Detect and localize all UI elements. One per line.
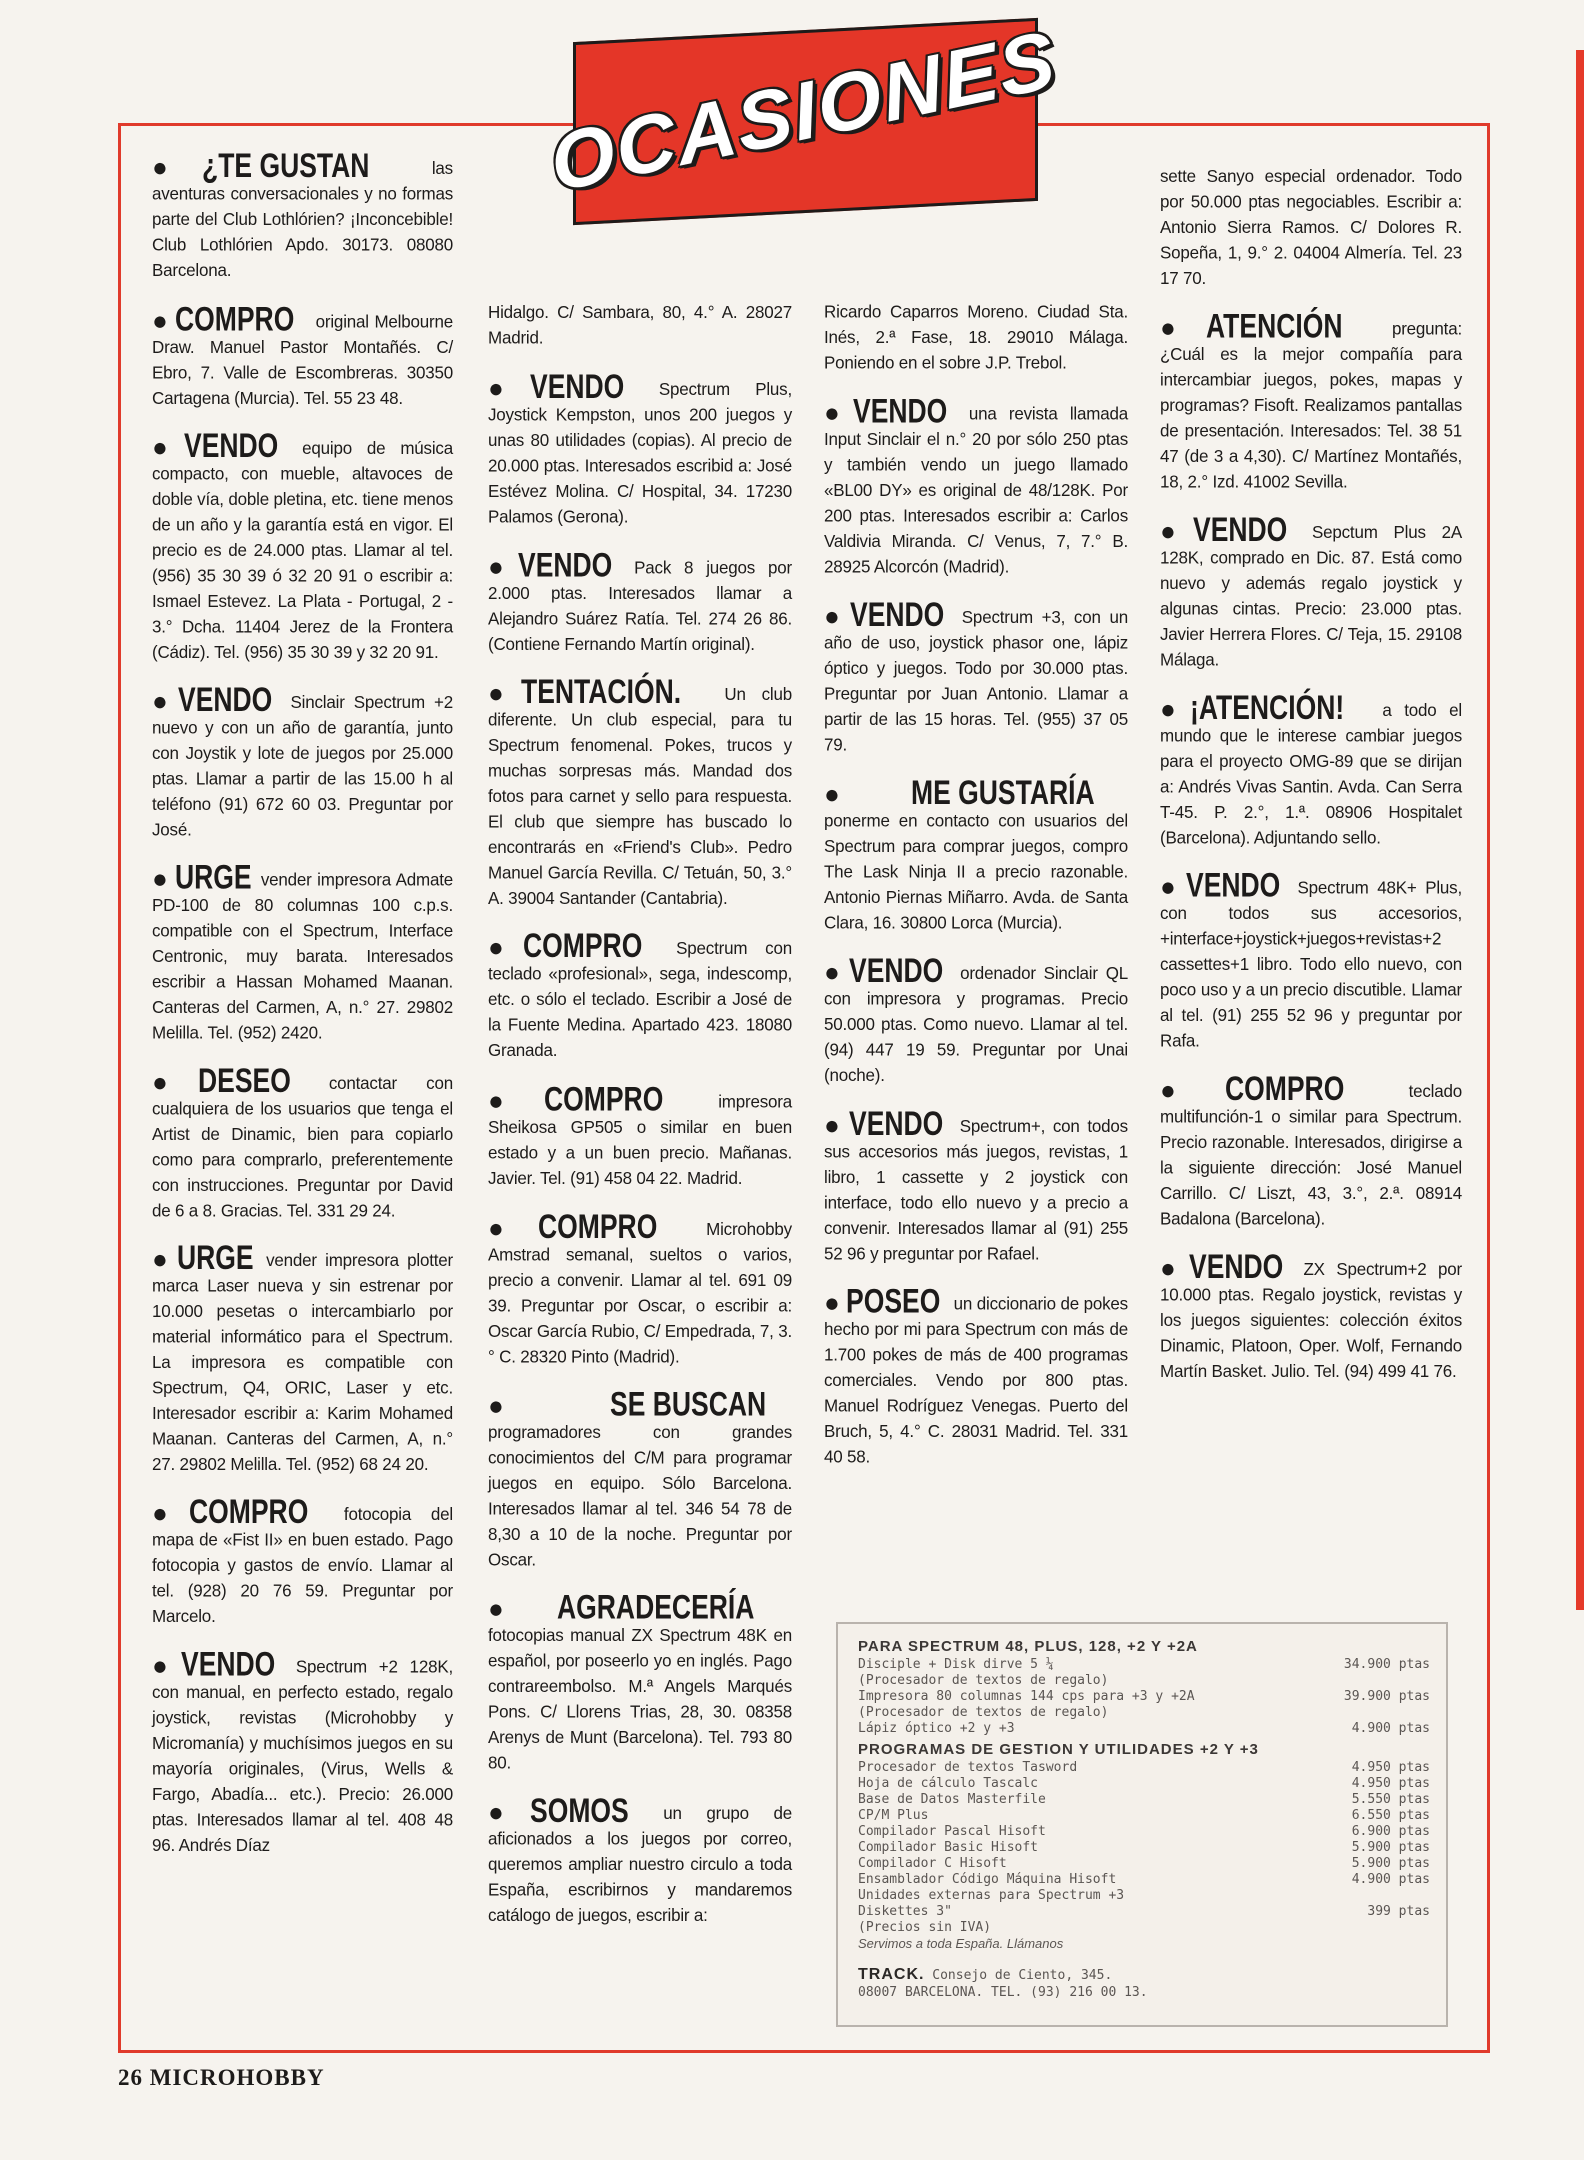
- bullet-icon: ●: [488, 931, 518, 963]
- ad-text: Hidalgo. C/ Sambara, 80, 4.° A. 28027 Madrid.: [488, 302, 792, 348]
- bullet-icon: ●: [152, 1066, 193, 1098]
- bullet-icon: ●: [1160, 693, 1184, 725]
- price-row: [858, 1657, 1430, 1673]
- classified-ad: [824, 773, 1128, 935]
- price-row: [858, 1840, 1430, 1856]
- ad-keyword: URGE: [177, 1238, 255, 1278]
- ad-text: Spectrum +3, con un año de uso, joystick phasor one, lápiz óptico y juegos. Todo por 30.000 ptas. Preguntar por Juan Antonio. Llamar a partir de las 15 horas. Tel. (955) 37 05 79.: [824, 607, 1128, 755]
- track-contact: [858, 1966, 1430, 2001]
- bullet-icon: ●: [488, 1212, 533, 1244]
- ad-text: un grupo de aficionados a los juegos por correo, queremos ampliar nuestro circulo a toda España, escribirnos y mandaremos catálogo de juegos, escribir a:: [488, 1803, 792, 1926]
- ad-text: Spectrum +2 128K, con manual, en perfecto estado, regalo joystick, revistas (Microhobby y Micromanía) y muchísimos juegos en su mayoría originales, (Virus, Wells & Fargo, Abadía... etc.). Precio: 26.000 ptas. Interesados llamar al tel. 408 48 96. Andrés Díaz: [152, 1657, 453, 1855]
- ad-text: vender impresora Admate PD-100 de 80 columnas 100 c.p.s. compatible con el Spectrum, Interface Centronic, muy barata. Interesados escribir a Hassan Mohamed Maanan. Canteras del Carmen, A, n.° 27. 29802 Melilla. Tel. (952) 2420.: [152, 870, 453, 1043]
- ad-keyword: VENDO: [849, 951, 944, 991]
- edge-stripe: [1576, 50, 1584, 1610]
- ad-keyword: VENDO: [184, 426, 279, 466]
- classified-ad: [152, 1061, 453, 1223]
- classified-ad: [824, 299, 1128, 376]
- price-row: [858, 1721, 1430, 1737]
- ad-keyword: ¿TE GUSTAN: [202, 146, 370, 186]
- ad-keyword: COMPRO: [188, 1492, 309, 1532]
- ad-text: Ricardo Caparros Moreno. Ciudad Sta. Inés, 2.ª Fase, 18. 29010 Málaga. Poniendo en el sobre J.P. Trebol.: [824, 302, 1128, 373]
- classified-ad: [152, 1492, 453, 1630]
- price-value: 6.900 ptas: [1351, 1824, 1430, 1839]
- bullet-icon: ●: [488, 1593, 551, 1624]
- price-item: Lápiz óptico +2 y +3: [858, 1721, 1015, 1736]
- classified-ad: [488, 672, 792, 912]
- classified-ad: [1160, 1247, 1462, 1385]
- ad-keyword: SOMOS: [529, 1791, 629, 1831]
- bullet-icon: ●: [1160, 1252, 1183, 1284]
- price-item: Diskettes 3": [858, 1904, 952, 1919]
- price-row: [858, 1888, 1430, 1904]
- bullet-icon: ●: [152, 863, 169, 894]
- price-item: Compilador Basic Hisoft: [858, 1840, 1039, 1855]
- classified-ad: [152, 299, 453, 411]
- ad-text: Spectrum con teclado «profesional», sega, indescomp, etc. o sólo el teclado. Escribir a José de la Fuente Medina. Apartado 423. 18080 Granada.: [488, 938, 792, 1061]
- price-row: [858, 1856, 1430, 1872]
- ad-text: teclado multifunción-1 o similar para Spectrum. Precio razonable. Interesados, dirigirse a la siguiente dirección: José Manuel Carrillo. C/ Liszt, 43, 3.°, 2.ª. 08914 Badalona (Barcelona).: [1160, 1081, 1462, 1229]
- ad-text: fotocopias manual ZX Spectrum 48K en español, por poseerlo yo en inglés. Pago contrareembolso. M.ª Angels Marqués Pons. C/ Llorens Trias, 28, 30. 08358 Arenys de Munt (Barcelona). Tel. 793 80 80.: [488, 1625, 792, 1773]
- ad-keyword: VENDO: [518, 545, 613, 585]
- track-price-list-1: [858, 1657, 1430, 1737]
- price-row: [858, 1689, 1430, 1705]
- page-footer: 26 MICROHOBBY: [118, 2065, 325, 2090]
- bullet-icon: ●: [1160, 312, 1200, 343]
- bullet-icon: ●: [1160, 871, 1180, 902]
- ad-keyword: VENDO: [848, 1104, 944, 1144]
- ad-text: pregunta: ¿Cuál es la mejor compañía para intercambiar juegos, pokes, mapas y programas? Fisoft. Realizamos pantallas de presentación. Interesados: Tel. 38 51 47 (de 3 a 4,30). C/ Martínez Montañés, 18, 2.° Izd. 41002 Sevilla.: [1160, 319, 1462, 492]
- price-row: [858, 1824, 1430, 1840]
- track-brand: TRACK.: [858, 1966, 925, 1983]
- price-value: 4.950 ptas: [1351, 1760, 1430, 1775]
- ad-text: las aventuras conversacionales y no formas parte del Club Lothlórien? ¡Inconcebible! Club Lothlórien Apdo. 30173. 08080 Barcelona.: [152, 158, 453, 281]
- ad-text: Sepctum Plus 2A 128K, comprado en Dic. 87. Está como nuevo y además regalo joystick y algunas cintas. Precio: 23.000 ptas. Javier Herrera Flores. C/ Teja, 15. 29108 Málaga.: [1160, 522, 1462, 670]
- ad-text: Pack 8 juegos por 2.000 ptas. Interesados llamar a Alejandro Suárez Ratía. Tel. 274 26 86. (Contiene Fernando Martín original).: [488, 558, 792, 654]
- ad-keyword: TENTACIÓN.: [521, 672, 682, 712]
- price-item: Impresora 80 columnas 144 cps para +3 y +2A: [858, 1689, 1195, 1704]
- bullet-icon: ●: [152, 304, 169, 336]
- classified-ad: [1160, 510, 1462, 672]
- price-item: Base de Datos Masterfile: [858, 1792, 1046, 1807]
- classified-ad: [152, 426, 453, 666]
- bullet-icon: ●: [488, 1796, 524, 1828]
- ad-text: Spectrum Plus, Joystick Kempston, unos 200 juegos y unas 80 utilidades (copias). Al precio de 20.000 ptas. Interesados escribid a: José Estévez Molina. C/ Hospital, 34. 17230 Palamos (Gerona).: [488, 379, 792, 527]
- price-row: [858, 1808, 1430, 1824]
- ad-keyword: VENDO: [180, 1644, 276, 1684]
- classified-ad: [152, 1644, 453, 1858]
- track-address-2: 08007 BARCELONA. TEL. (93) 216 00 13.: [858, 1985, 1148, 2000]
- classified-ad: [488, 1079, 792, 1191]
- price-row: [858, 1673, 1430, 1689]
- classified-ad: [1160, 307, 1462, 495]
- ad-text: Sinclair Spectrum +2 nuevo y con un año de garantía, junto con Joystik y lote de juegos por 25.000 ptas. Llamar a partir de las 15.00 h al teléfono (91) 672 60 03. Preguntar por José.: [152, 692, 453, 840]
- price-value: 4.900 ptas: [1351, 1872, 1430, 1887]
- price-item: Compilador C Hisoft: [858, 1856, 1007, 1871]
- classified-ad: [488, 1385, 792, 1573]
- price-value: 399 ptas: [1367, 1904, 1430, 1919]
- ad-keyword: SE BUSCAN: [609, 1385, 766, 1424]
- ad-keyword: VENDO: [1193, 510, 1288, 550]
- price-item: Ensamblador Código Máquina Hisoft: [858, 1872, 1117, 1887]
- price-item: Unidades externas para Spectrum +3: [858, 1888, 1125, 1903]
- bullet-icon: ●: [152, 685, 173, 717]
- section-title-banner: [544, 13, 1063, 225]
- classified-ad: [488, 545, 792, 657]
- ad-keyword: VENDO: [1185, 866, 1281, 905]
- ad-text: vender impresora plotter marca Laser nueva y sin estrenar por 10.000 pesetas o intercambiarlo por material informático para el Spectrum. La impresora es compatible con Spectrum, Q4, ORIC, Laser y etc. Interesador escribir a: Karim Mohamed Maanan. Canteras del Carmen, A, n.° 27. 29802 Melilla. Tel. (952) 68 24 20.: [152, 1250, 453, 1475]
- track-heading-2: PROGRAMAS DE GESTION Y UTILIDADES +2 Y +3: [858, 1741, 1259, 1758]
- classified-ad: [824, 951, 1128, 1089]
- ad-keyword: VENDO: [178, 680, 273, 720]
- ad-keyword: VENDO: [1188, 1247, 1284, 1287]
- ad-text: ponerme en contacto con usuarios del Spectrum para comprar juegos, compro The Lask Ninja II a precio razonable. Antonio Piernas Miñarro. Avda. de Santa Clara, 16. 30800 Lorca (Murcia).: [824, 811, 1128, 933]
- price-row: [858, 1792, 1430, 1808]
- classified-ad: [824, 1104, 1128, 1266]
- classified-ad: [1160, 866, 1462, 1054]
- ad-keyword: DESEO: [198, 1061, 292, 1101]
- bullet-icon: ●: [488, 550, 513, 582]
- ad-keyword: ME GUSTARÍA: [910, 773, 1095, 813]
- ad-keyword: COMPRO: [523, 926, 643, 966]
- ad-text: sette Sanyo especial ordenador. Todo por 50.000 ptas negociables. Escribir a: Antonio Sierra Ramos. C/ Dolores R. Sopeña, 1, 9.° 2. 04004 Almería. Tel. 23 17 70.: [1160, 166, 1462, 289]
- classified-ad: [152, 1238, 453, 1478]
- classified-ad: [488, 367, 792, 529]
- price-value: [1320, 1888, 1430, 1904]
- ad-text: fotocopia del mapa de «Fist II» en buen estado. Pago fotocopia y gastos de envío. Llamar al tel. (928) 20 76 59. Preguntar por Marcelo.: [152, 1504, 453, 1627]
- price-row: [858, 1904, 1430, 1920]
- ad-text: una revista llamada Input Sinclair el n.° 20 por sólo 250 ptas y también vendo un juego llamado «BL00 DY» es original de 48/128K. Por 200 ptas. Interesados escribir a: Carlos Valdivia Miranda. C/ Venus, 7, 7.° B. 28925 Alcorcón (Madrid).: [824, 404, 1128, 577]
- ad-keyword: ¡ATENCIÓN!: [1189, 688, 1345, 728]
- price-item: Procesador de textos Tasword: [858, 1760, 1078, 1775]
- ad-text: Spectrum+, con todos sus accesorios más juegos, revistas, 1 libro, 1 cassette y 2 joystick con interface, todo ello nuevo y a precio a convenir. Interesados llamar al (91) 255 52 96 y preguntar por Rafael.: [824, 1116, 1128, 1264]
- ad-text: ZX Spectrum+2 por 10.000 ptas. Regalo joystick, revistas y los juegos siguientes: colección éxitos Dinamic, Platoon, Oper. Wolf, Fernando Martín Basket. Julio. Tel. (94) 499 41 76.: [1160, 1259, 1462, 1382]
- price-row: [858, 1776, 1430, 1792]
- ad-keyword: COMPRO: [1225, 1069, 1345, 1109]
- classified-ad: [488, 926, 792, 1064]
- bullet-icon: ●: [824, 397, 848, 428]
- ad-text: Microhobby Amstrad semanal, sueltos o varios, precio a convenir. Llamar al tel. 691 09 39. Preguntar por Oscar, o escribir a: Oscar García Rubio, C/ Empedrada, 7, 3.° C. 28320 Pinto (Madrid).: [488, 1219, 793, 1367]
- column-2: [488, 300, 792, 1953]
- ad-keyword: VENDO: [853, 392, 948, 431]
- price-item: (Procesador de textos de regalo): [858, 1673, 1109, 1688]
- section-title: OCASIONES: [544, 13, 1063, 209]
- price-value: 5.900 ptas: [1351, 1856, 1430, 1871]
- ad-text: a todo el mundo que le interese cambiar juegos para el proyecto OMG-89 que se dirijan a: Andrés Vivas Santin. Avda. Can Serra T-45. P. 2.°, 1.ª. 08906 Hospitalet (Barcelona). Adjuntando sello.: [1160, 700, 1462, 848]
- ad-keyword: AGRADECERÍA: [556, 1588, 755, 1627]
- bullet-icon: ●: [824, 778, 905, 810]
- bullet-icon: ●: [824, 600, 844, 632]
- price-value: 6.550 ptas: [1351, 1808, 1430, 1823]
- bullet-icon: ●: [488, 372, 525, 404]
- ad-keyword: COMPRO: [538, 1207, 658, 1247]
- track-serve-note: Servimos a toda España. Llámanos: [858, 1936, 1064, 1951]
- classified-ad: [824, 595, 1128, 757]
- ad-text: contactar con cualquiera de los usuarios que tenga el Artist de Dinamic, bien para copiarlo como para comprarlo, preferentemente con instrucciones. Preguntar por David de 6 a 8. Gracias. Tel. 331 29 24.: [152, 1073, 453, 1221]
- ad-keyword: POSEO: [845, 1282, 941, 1321]
- ad-keyword: COMPRO: [544, 1079, 664, 1119]
- classified-ad: [152, 858, 453, 1046]
- classified-ad: [488, 1791, 792, 1929]
- track-iva-note: (Precios sin IVA): [858, 1920, 992, 1935]
- price-value: 5.900 ptas: [1351, 1840, 1430, 1855]
- ad-text: original Melbourne Draw. Manuel Pastor Montañés. C/ Ebro, 7. Valle de Escombreras. 30350 Cartagena (Murcia). Tel. 55 23 48.: [152, 312, 453, 408]
- classified-ad: [824, 1282, 1128, 1470]
- ad-keyword: COMPRO: [174, 299, 295, 339]
- bullet-icon: ●: [488, 677, 516, 709]
- bullet-icon: ●: [824, 956, 844, 988]
- ad-text: Spectrum 48K+ Plus, con todos sus accesorios, +interface+joystick+juegos+revistas+2 cassettes+1 libro. Todo ello nuevo, con poco uso y a un precio discutible. Llamar al tel. (91) 255 52 96 y preguntar por Rafa.: [1160, 878, 1462, 1051]
- bullet-icon: ●: [488, 1390, 604, 1421]
- ad-keyword: ATENCIÓN: [1205, 307, 1343, 346]
- price-value: 5.550 ptas: [1351, 1792, 1430, 1807]
- price-item: (Procesador de textos de regalo): [858, 1705, 1109, 1720]
- ad-text: Un club diferente. Un club especial, para tu Spectrum fenomenal. Pokes, trucos y muchas sorpresas más. Mandad dos fotos para carnet y sello para respuesta. El club que siempre has buscado lo encontrarás en «Friend's Club». Pedro Manuel García Revilla. C/ Tetuán, 50, 3.° A. 39004 Santander (Cantabria).: [488, 684, 792, 909]
- ad-text: ordenador Sinclair QL con impresora y programas. Precio 50.000 ptas. Como nuevo. Llamar al tel. (94) 447 19 59. Preguntar por Unai (noche).: [824, 963, 1128, 1086]
- track-address-1: Consejo de Ciento, 345.: [932, 1968, 1113, 1983]
- column-4: [1160, 165, 1462, 1409]
- classified-ad: [488, 1588, 792, 1776]
- column-3: [824, 300, 1128, 1494]
- classified-ad: [1160, 164, 1462, 292]
- price-value: 4.950 ptas: [1351, 1776, 1430, 1791]
- ad-text: impresora Sheikosa GP505 o similar en buen estado y a un buen precio. Mañanas. Javier. Tel. (91) 458 04 22. Madrid.: [488, 1092, 792, 1188]
- ad-keyword: URGE: [174, 858, 252, 897]
- classified-ad: [824, 392, 1128, 580]
- ad-text: un diccionario de pokes hecho por mi para Spectrum con más de 1.700 pokes de más de 400 programas comerciales. Vendo por 800 ptas. Manuel Rodríguez Venegas. Puerto del Bruch, 5, 4.° C. 28031 Madrid. Tel. 331 40 58.: [824, 1294, 1128, 1467]
- price-value: [1320, 1673, 1430, 1689]
- price-item: Hoja de cálculo Tascalc: [858, 1776, 1039, 1791]
- bullet-icon: ●: [1160, 1074, 1220, 1106]
- price-item: Disciple + Disk dirve 5 ¼: [858, 1657, 1054, 1672]
- bullet-icon: ●: [1160, 515, 1188, 547]
- bullet-icon: ●: [824, 1287, 840, 1318]
- price-item: CP/M Plus: [858, 1808, 929, 1823]
- ad-text: programadores con grandes conocimientos del C/M para programar juegos en equipo. Sólo Barcelona. Interesados llamar al tel. 346 54 78 de 8,30 a 10 de la noche. Preguntar por Oscar.: [488, 1422, 792, 1570]
- column-1: [152, 146, 453, 1882]
- classified-ad: [152, 680, 453, 842]
- track-heading-1: PARA SPECTRUM 48, PLUS, 128, +2 Y +2A: [858, 1638, 1198, 1655]
- classified-ad: [1160, 688, 1462, 850]
- track-advertisement: [836, 1622, 1448, 2027]
- price-item: Compilador Pascal Hisoft: [858, 1824, 1046, 1839]
- classified-ad: [1160, 1069, 1462, 1231]
- bullet-icon: ●: [488, 1084, 539, 1116]
- classified-ad: [488, 300, 792, 351]
- track-price-list-2: [858, 1760, 1430, 1920]
- price-value: [1320, 1705, 1430, 1721]
- price-row: [858, 1760, 1430, 1776]
- classified-ad: [488, 1207, 793, 1369]
- price-row: [858, 1872, 1430, 1888]
- ad-keyword: VENDO: [849, 595, 945, 635]
- ad-text: equipo de música compacto, con mueble, altavoces de doble vía, doble pletina, etc. tiene menos de un año y la garantía está en vigor. El precio es de 24.000 ptas. Llamar al tel. (956) 35 30 39 ó 32 20 91 o escribir a: Ismael Estevez. La Plata - Portugal, 2 - 3.° Dcha. 11404 Jerez de la Frontera (Cádiz). Tel. (956) 35 30 39 y 32 20 91.: [152, 438, 453, 663]
- price-value: 4.900 ptas: [1351, 1721, 1430, 1736]
- bullet-icon: ●: [824, 1109, 843, 1141]
- bullet-icon: ●: [152, 1243, 172, 1275]
- price-row: [858, 1705, 1430, 1721]
- bullet-icon: ●: [152, 151, 197, 183]
- price-value: 34.900 ptas: [1343, 1657, 1430, 1672]
- bullet-icon: ●: [152, 431, 179, 463]
- bullet-icon: ●: [152, 1649, 175, 1681]
- ad-keyword: VENDO: [530, 367, 625, 407]
- price-value: 39.900 ptas: [1343, 1689, 1430, 1704]
- classified-ad: [152, 146, 453, 284]
- bullet-icon: ●: [152, 1497, 183, 1529]
